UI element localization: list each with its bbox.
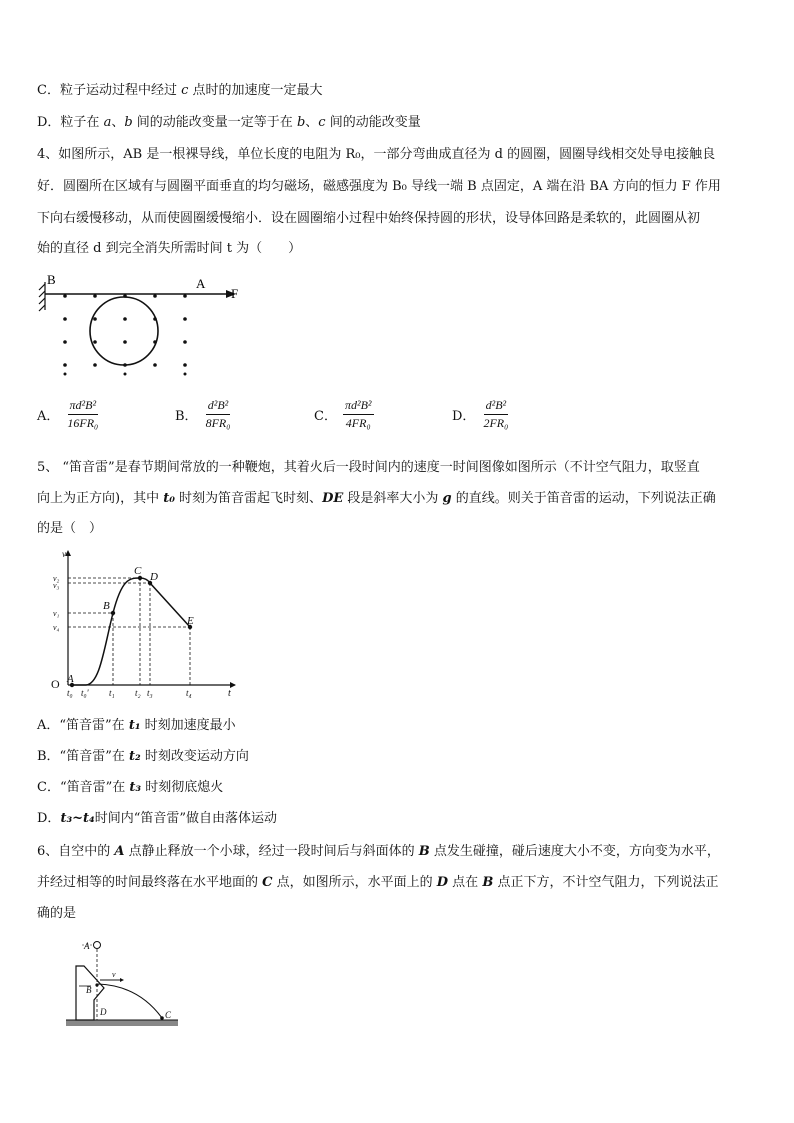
q5-label-a: A bbox=[67, 673, 74, 685]
q5-point-b bbox=[111, 611, 115, 615]
q6-stem-line3: 确的是 bbox=[37, 906, 77, 921]
q4-label-b: B bbox=[47, 272, 56, 287]
q6-label-c: C bbox=[165, 1010, 172, 1020]
q5-velocity-curve bbox=[72, 578, 190, 685]
q5-label-e: E bbox=[187, 615, 194, 627]
q5-tick-v4: v₄ bbox=[53, 623, 60, 632]
q4-magnetic-field-dots bbox=[63, 294, 187, 375]
q5-tick-t0: t₀ bbox=[67, 688, 73, 698]
q6-point-b bbox=[95, 983, 98, 986]
q6-label-a: A bbox=[84, 941, 90, 951]
q5-tick-v1: v₁ bbox=[53, 609, 60, 618]
q4-option-c: C． $\frac{\text{πd²B²}}{\text{4FR₀}}$ bbox=[314, 398, 372, 430]
q6-incline-figure bbox=[64, 938, 184, 1033]
q5-tick-t1: t₁ bbox=[109, 688, 115, 698]
q5-option-b: B．“笛音雷”在 t₂ 时刻改变运动方向 bbox=[37, 749, 249, 764]
q5-tick-v2: v₂ bbox=[53, 574, 60, 583]
q5-tick-t0p: t₀' bbox=[81, 688, 89, 698]
q5-tick-t2: t₂ bbox=[135, 688, 141, 698]
q5-stem-line2: 向上为正方向)，其中 t₀ 时刻为笛音雷起飞时刻、DE 段是斜率大小为 g 的直线。则关于笛音雷的运动，下列说法正确 bbox=[37, 491, 716, 506]
q6-velocity-arrow bbox=[120, 978, 124, 982]
q6-label-b: B bbox=[86, 985, 92, 995]
q6-label-v: v bbox=[112, 970, 116, 979]
q4-option-a: A． $\frac{\text{πd²B²}}{\text{16FR₀}}$ bbox=[37, 398, 99, 430]
q5-label-c: C bbox=[134, 565, 142, 577]
q5-label-d: D bbox=[150, 571, 158, 583]
q6-ground bbox=[66, 1020, 178, 1026]
q3-option-c: C．粒子运动过程中经过 c 点时的加速度一定最大 bbox=[37, 83, 323, 98]
q5-label-b: B bbox=[103, 600, 110, 612]
q5-origin-label: O bbox=[51, 677, 60, 691]
q6-ball-a bbox=[94, 942, 101, 949]
q5-tick-v3: v₃ bbox=[53, 581, 60, 590]
q4-stem-line2: 好．圆圈所在区域有与圆圈平面垂直的均匀磁场，磁感强度为 B₀ 导线一端 B 点固定，A 端在沿 BA 方向的恒力 F 作用 bbox=[37, 179, 721, 194]
q6-point-c bbox=[160, 1016, 164, 1020]
q3-option-d: D．粒子在 a、b 间的动能改变量一定等于在 b、c 间的动能改变量 bbox=[37, 115, 421, 130]
q6-stem-line1: 6、自空中的 A 点静止释放一个小球，经过一段时间后与斜面体的 B 点发生碰撞，碰后速度大小不变，方向变为水平， bbox=[37, 844, 720, 859]
q4-label-a: A bbox=[196, 276, 206, 291]
q5-vt-graph bbox=[42, 548, 242, 700]
q4-option-d: D． $\frac{\text{d²B²}}{\text{2FR₀}}$ bbox=[452, 398, 509, 430]
q5-tick-t3: t₃ bbox=[147, 688, 153, 698]
q6-stem-line2: 并经过相等的时间最终落在水平地面的 C 点，如图所示，水平面上的 D 点在 B 点正下方，不计空气阻力，下列说法正 bbox=[37, 875, 719, 890]
q5-axis-label-v: v bbox=[62, 549, 66, 559]
q6-trajectory bbox=[98, 984, 162, 1018]
q4-circle-figure bbox=[38, 270, 248, 385]
q5-stem-line3: 的是（ ） bbox=[37, 521, 103, 536]
q4-fixed-wall bbox=[39, 282, 45, 311]
q5-option-a: A．“笛音雷”在 t₁ 时刻加速度最小 bbox=[37, 718, 236, 733]
q4-label-f: F bbox=[231, 286, 239, 301]
q5-axis-label-t: t bbox=[228, 688, 231, 699]
q5-stem-line1: 5、 “笛音雷”是春节期间常放的一种鞭炮，其着火后一段时间内的速度一时间图像如图所示（不计空气阻力，取竖直 bbox=[37, 460, 700, 475]
q5-option-c: C．“笛音雷”在 t₃ 时刻彻底熄火 bbox=[37, 780, 224, 795]
q4-stem-line4: 始的直径 d 到完全消失所需时间 t 为（ ） bbox=[37, 241, 302, 256]
q4-wire-loop bbox=[90, 297, 158, 365]
q5-tick-t4: t₄ bbox=[186, 688, 192, 698]
q6-label-d: D bbox=[100, 1007, 107, 1017]
q4-stem-line1: 4、如图所示，AB 是一根裸导线，单位长度的电阻为 R₀，一部分弯曲成直径为 d 的圆圈，圆圈导线相交处导电接触良 bbox=[37, 147, 716, 162]
q4-option-b: B． $\frac{\text{d²B²}}{\text{8FR₀}}$ bbox=[175, 398, 231, 430]
q5-option-d: D．t₃~t₄时间内“笛音雷”做自由落体运动 bbox=[37, 811, 278, 826]
q4-stem-line3: 下向右缓慢移动，从而使圆圈缓慢缩小．设在圆圈缩小过程中始终保持圆的形状，设导体回路是柔软的，此圆圈从初 bbox=[37, 211, 701, 226]
